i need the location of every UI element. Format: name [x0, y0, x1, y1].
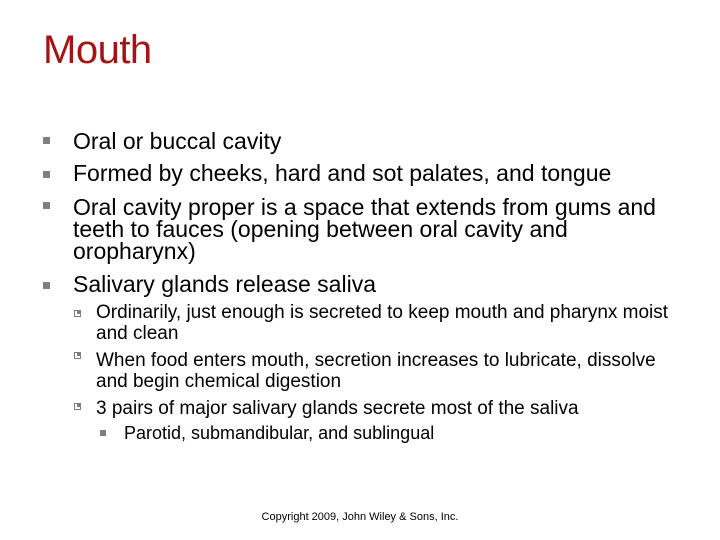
bullet-item: Formed by cheeks, hard and sot palates, and tongue	[73, 160, 612, 186]
bullet-marker-square	[43, 282, 50, 289]
bullet-item: Oral or buccal cavity	[73, 128, 282, 154]
copyright-footer: Copyright 2009, John Wiley & Sons, Inc.	[261, 511, 459, 523]
bullet-marker-square	[43, 137, 50, 144]
slide-title: Mouth	[43, 28, 152, 72]
sub-sub-bullet-marker-square	[100, 430, 106, 436]
sub-bullet-marker-hollow-square	[74, 310, 81, 317]
sub-sub-bullet-item: Parotid, submandibular, and sublingual	[124, 423, 435, 443]
sub-bullet-item: 3 pairs of major salivary glands secrete most of the saliva	[96, 398, 579, 419]
bullet-marker-square	[43, 171, 50, 178]
sub-bullet-marker-hollow-square	[74, 403, 81, 410]
sub-bullet-item: When food enters mouth, secretion increases to lubricate, dissolve and begin chemical digestion	[96, 350, 656, 392]
bullet-marker-square	[43, 202, 50, 209]
bullet-item: Salivary glands release saliva	[73, 271, 376, 297]
sub-bullet-marker-hollow-square	[74, 352, 81, 359]
sub-bullet-item: Ordinarily, just enough is secreted to keep mouth and pharynx moist and clean	[96, 302, 669, 344]
bullet-item: Oral cavity proper is a space that extends from gums and teeth to fauces (opening between oral cavity and oropharynx)	[73, 194, 656, 264]
